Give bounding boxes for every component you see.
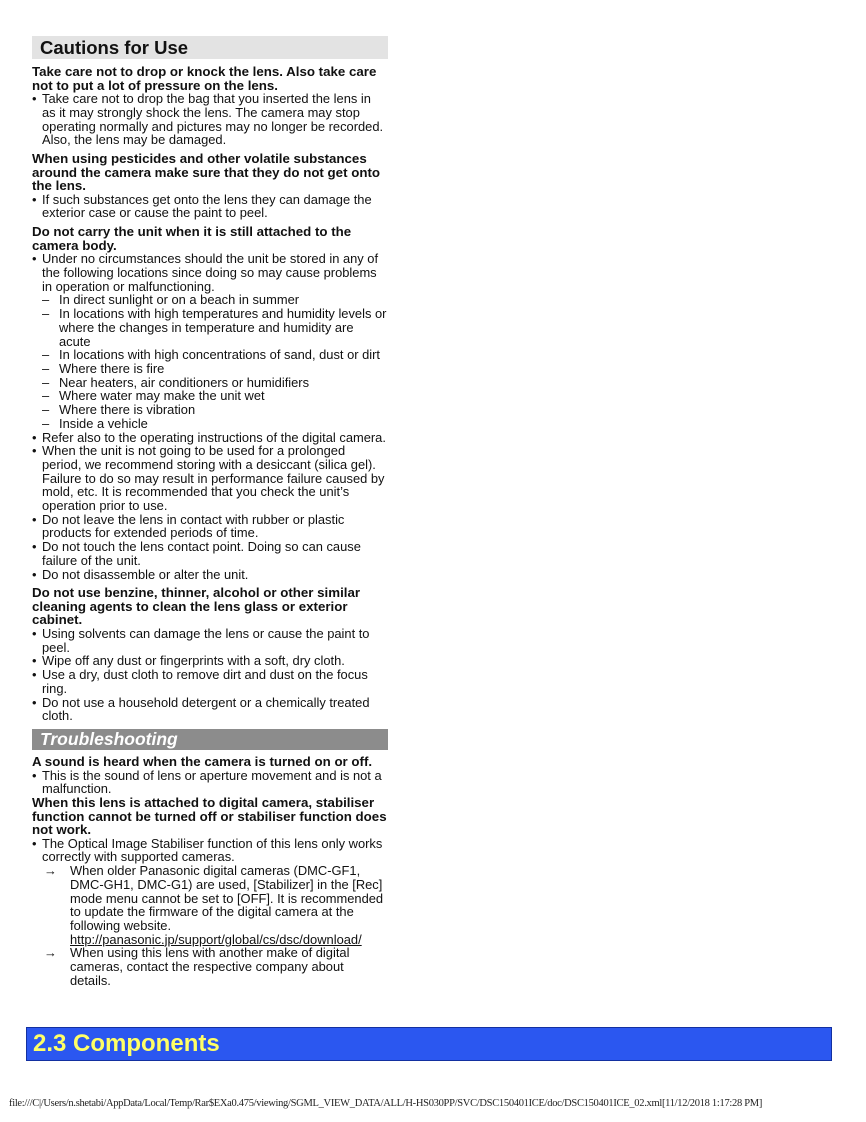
file-path-footer: file:///C|/Users/n.shetabi/AppData/Local/Temp/Rar$EXa0.475/viewing/SGML_VIEW_DATA/ALL/H-HS030PP/SVC/DSC150401ICE/doc/DSC150401ICE_02.xml[11/12/2018 1:17:28 PM]	[9, 1098, 763, 1109]
dash-item: – Inside a vehicle	[32, 417, 388, 431]
components-title: 2.3 Components	[33, 1030, 220, 1057]
caution-section	[32, 225, 388, 581]
arrow-item: → When using this lens with another make of digital cameras, contact the respective company about details.	[32, 946, 388, 987]
bullet-item: • If such substances get onto the lens they can damage the exterior case or cause the paint to peel.	[32, 193, 388, 220]
bullet-item: • Refer also to the operating instructions of the digital camera.	[32, 431, 388, 445]
caution-section	[32, 152, 388, 220]
troubleshooting-heading: Troubleshooting	[32, 729, 388, 750]
bullet-item: • Use a dry, dust cloth to remove dirt and dust on the focus ring.	[32, 668, 388, 695]
section-heading: Do not use benzine, thinner, alcohol or other similar cleaning agents to clean the lens glass or exterior cabinet.	[32, 585, 361, 628]
caution-section	[32, 65, 388, 147]
bullet-item: • Take care not to drop the bag that you inserted the lens in as it may strongly shock the lens. The camera may stop operating normally and pictures may no longer be recorded. Also, the lens may be damaged.	[32, 92, 388, 147]
trouble-question: A sound is heard when the camera is turned on or off.	[32, 753, 373, 769]
dash-item: – Where water may make the unit wet	[32, 389, 388, 403]
bullet-item: • Do not touch the lens contact point. Doing so can cause failure of the unit.	[32, 540, 388, 567]
bullet-item: • Do not leave the lens in contact with rubber or plastic products for extended periods of time.	[32, 513, 388, 540]
dash-item: – Where there is fire	[32, 362, 388, 376]
bullet-item: • When the unit is not going to be used for a prolonged period, we recommend storing with a desiccant (silica gel). Failure to do so may result in performance failure caused by mold, etc. It is recommended that you check the unit’s operation prior to use.	[32, 444, 388, 513]
bullet-item: • Wipe off any dust or fingerprints with a soft, dry cloth.	[32, 654, 388, 668]
dash-item: – In locations with high concentrations of sand, dust or dirt	[32, 348, 388, 362]
section-heading: Take care not to drop or knock the lens. Also take care not to put a lot of pressure on the lens.	[32, 64, 377, 93]
bullet-item: • Under no circumstances should the unit be stored in any of the following locations since doing so may cause problems in operation or malfunctioning.	[32, 252, 388, 293]
bullet-item: • Do not disassemble or alter the unit.	[32, 568, 388, 582]
dash-item: – Where there is vibration	[32, 403, 388, 417]
section-heading: Do not carry the unit when it is still attached to the camera body.	[32, 224, 352, 253]
dash-item: – In locations with high temperatures and humidity levels or where the changes in temperature and humidity are acute	[32, 307, 388, 348]
cautions-heading: Cautions for Use	[32, 36, 388, 59]
trouble-question: When this lens is attached to digital camera, stabiliser function cannot be turned off or stabiliser function does not work.	[32, 794, 387, 838]
bullet-item: • Using solvents can damage the lens or cause the paint to peel.	[32, 627, 388, 654]
bullet-item: • Do not use a household detergent or a chemically treated cloth.	[32, 696, 388, 723]
arrow-item: → When older Panasonic digital cameras (DMC-GF1, DMC-GH1, DMC-G1) are used, [Stabilizer] in the [Rec] mode menu cannot be set to [OFF]. It is recommended to update the firmware of the digital camera at the following website.	[32, 864, 388, 933]
firmware-download-link[interactable]: http://panasonic.jp/support/global/cs/dsc/download/	[70, 931, 362, 947]
bullet-item: • This is the sound of lens or aperture movement and is not a malfunction.	[32, 769, 388, 796]
caution-section	[32, 586, 388, 723]
bullet-item: • The Optical Image Stabiliser function of this lens only works correctly with supported cameras.	[32, 837, 388, 864]
dash-item: – Near heaters, air conditioners or humidifiers	[32, 376, 388, 390]
components-section-header	[26, 1027, 832, 1061]
dash-item: – In direct sunlight or on a beach in summer	[32, 293, 388, 307]
document-column	[32, 36, 388, 987]
section-heading: When using pesticides and other volatile substances around the camera make sure that they do not get onto the lens.	[32, 151, 380, 194]
